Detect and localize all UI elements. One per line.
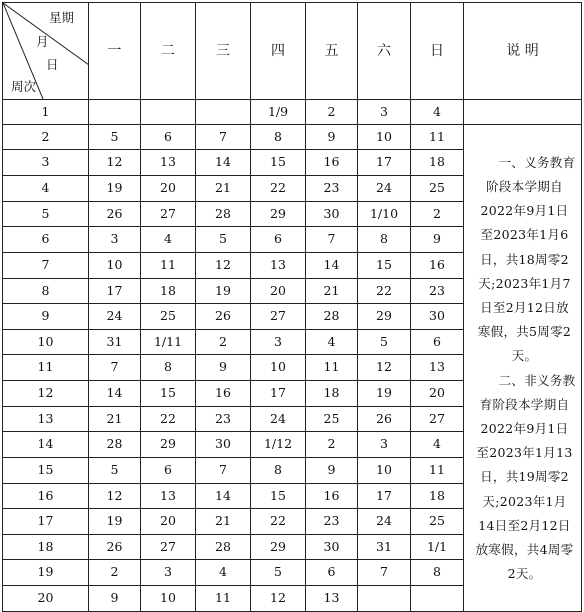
day-cell: 8 — [141, 355, 196, 381]
day-cell: 6 — [141, 457, 196, 483]
day-cell: 17 — [358, 150, 411, 176]
week-number-cell: 17 — [3, 509, 89, 535]
day-cell: 29 — [141, 432, 196, 458]
day-cell: 16 — [306, 150, 358, 176]
week-number-cell: 18 — [3, 534, 89, 560]
day-cell: 28 — [306, 304, 358, 330]
day-cell: 19 — [358, 381, 411, 407]
day-cell: 11 — [141, 252, 196, 278]
notes-line: 日，共18周零2 — [480, 251, 569, 267]
day-cell: 3 — [358, 432, 411, 458]
day-cell: 24 — [358, 176, 411, 202]
day-cell: 12 — [89, 483, 141, 509]
day-cell: 14 — [196, 483, 251, 509]
day-cell: 6 — [141, 124, 196, 150]
day-cell: 1/9 — [251, 100, 306, 125]
day-cell: 4 — [306, 329, 358, 355]
day-cell: 27 — [411, 406, 464, 432]
day-cell: 10 — [358, 457, 411, 483]
day-cell: 9 — [306, 124, 358, 150]
notes-line: 2022年9月1日 — [480, 421, 569, 437]
week-number-cell: 2 — [3, 124, 89, 150]
day-cell — [411, 586, 464, 612]
notes-line: 阶段本学期自 — [486, 179, 563, 194]
day-cell: 3 — [141, 560, 196, 586]
day-cell: 3 — [89, 227, 141, 253]
day-cell: 30 — [411, 304, 464, 330]
day-cell — [196, 100, 251, 125]
day-cell: 23 — [411, 278, 464, 304]
day-cell: 11 — [411, 457, 464, 483]
day-cell: 30 — [306, 201, 358, 227]
notes-line: 放寒假，共4周零 — [475, 542, 574, 558]
day-cell: 13 — [306, 586, 358, 612]
notes-line: 育阶段本学期自 — [479, 396, 570, 412]
day-cell: 9 — [411, 227, 464, 253]
day-cell: 17 — [251, 381, 306, 407]
day-cell: 26 — [196, 304, 251, 330]
day-cell: 5 — [196, 227, 251, 253]
day-cell: 26 — [358, 406, 411, 432]
day-cell: 13 — [141, 150, 196, 176]
day-cell: 20 — [141, 176, 196, 202]
day-cell: 10 — [358, 124, 411, 150]
day-cell: 12 — [89, 150, 141, 176]
day-cell: 30 — [196, 432, 251, 458]
day-cell: 26 — [89, 201, 141, 227]
day-cell: 3 — [358, 100, 411, 125]
notes-blank-cell — [464, 100, 582, 125]
day-cell: 23 — [196, 406, 251, 432]
day-cell: 26 — [89, 534, 141, 560]
table-row — [3, 100, 582, 125]
day-cell: 5 — [89, 124, 141, 150]
day-cell: 4 — [411, 100, 464, 125]
day-cell: 11 — [411, 124, 464, 150]
day-cell: 21 — [306, 278, 358, 304]
week-number-cell: 11 — [3, 355, 89, 381]
day-cell: 22 — [251, 509, 306, 535]
notes-header: 说 明 — [464, 3, 582, 100]
day-cell: 15 — [141, 381, 196, 407]
week-number-cell: 19 — [3, 560, 89, 586]
week-number-cell: 4 — [3, 176, 89, 202]
header-row — [3, 3, 582, 100]
day-cell: 25 — [306, 406, 358, 432]
week-number-cell: 6 — [3, 227, 89, 253]
day-cell — [358, 586, 411, 612]
day-cell: 28 — [196, 201, 251, 227]
day-cell: 5 — [89, 457, 141, 483]
day-cell: 11 — [196, 586, 251, 612]
day-cell: 1/1 — [411, 534, 464, 560]
day-cell: 21 — [196, 509, 251, 535]
day-cell: 31 — [89, 329, 141, 355]
week-number-cell: 9 — [3, 304, 89, 330]
day-cell: 7 — [306, 227, 358, 253]
notes-paragraph — [472, 151, 577, 369]
day-cell: 28 — [196, 534, 251, 560]
week-number-cell: 7 — [3, 252, 89, 278]
day-cell: 22 — [358, 278, 411, 304]
day-cell: 24 — [358, 509, 411, 535]
day-cell — [141, 100, 196, 125]
diagonal-header-cell — [3, 3, 89, 100]
day-cell: 10 — [251, 355, 306, 381]
day-cell: 2 — [196, 329, 251, 355]
day-cell: 11 — [306, 355, 358, 381]
header-label-zhouci: 周次 — [11, 79, 37, 94]
day-cell: 24 — [251, 406, 306, 432]
day-cell: 21 — [196, 176, 251, 202]
notes-line: 天;2023年1月 — [482, 493, 567, 509]
day-cell: 6 — [411, 329, 464, 355]
day-cell: 1/11 — [141, 329, 196, 355]
day-cell: 7 — [89, 355, 141, 381]
day-cell: 21 — [89, 406, 141, 432]
day-cell: 15 — [251, 483, 306, 509]
notes-line: 2022年9月1日 — [480, 203, 569, 219]
day-cell: 22 — [251, 176, 306, 202]
day-cell: 17 — [358, 483, 411, 509]
header-label-xingqi: 星期 — [49, 10, 75, 25]
day-cell: 5 — [251, 560, 306, 586]
day-cell: 8 — [411, 560, 464, 586]
weekday-header-fri: 五 — [306, 3, 358, 100]
header-label-yue: 月 — [36, 34, 49, 49]
week-number-cell: 10 — [3, 329, 89, 355]
table-row — [3, 124, 582, 150]
week-number-cell: 16 — [3, 483, 89, 509]
day-cell: 7 — [196, 124, 251, 150]
day-cell: 12 — [196, 252, 251, 278]
notes-line: 一、义务教育 — [498, 154, 576, 170]
day-cell: 16 — [411, 252, 464, 278]
day-cell: 30 — [306, 534, 358, 560]
week-number-cell: 13 — [3, 406, 89, 432]
day-cell: 16 — [306, 483, 358, 509]
day-cell: 27 — [141, 201, 196, 227]
day-cell: 13 — [141, 483, 196, 509]
day-cell: 27 — [251, 304, 306, 330]
day-cell: 29 — [251, 201, 306, 227]
week-number-cell: 14 — [3, 432, 89, 458]
day-cell: 25 — [411, 176, 464, 202]
day-cell: 18 — [411, 150, 464, 176]
notes-text — [464, 125, 581, 611]
weekday-header-tue: 二 — [141, 3, 196, 100]
day-cell: 4 — [411, 432, 464, 458]
notes-line: 2天。 — [507, 566, 542, 582]
notes-line: 二、非义务教 — [498, 372, 576, 388]
day-cell: 2 — [306, 432, 358, 458]
day-cell: 14 — [196, 150, 251, 176]
day-cell: 4 — [196, 560, 251, 586]
week-number-cell: 3 — [3, 150, 89, 176]
week-number-cell: 12 — [3, 381, 89, 407]
notes-line: 天。 — [511, 348, 538, 364]
day-cell: 29 — [358, 304, 411, 330]
day-cell: 2 — [306, 100, 358, 125]
day-cell: 8 — [251, 457, 306, 483]
day-cell: 2 — [89, 560, 141, 586]
day-cell: 1/10 — [358, 201, 411, 227]
day-cell: 1/12 — [251, 432, 306, 458]
day-cell: 5 — [358, 329, 411, 355]
day-cell: 31 — [358, 534, 411, 560]
notes-line: 日至2月12日放 — [480, 300, 569, 316]
weekday-header-sun: 日 — [411, 3, 464, 100]
weekday-header-mon: 一 — [89, 3, 141, 100]
day-cell: 25 — [141, 304, 196, 330]
day-cell: 9 — [196, 355, 251, 381]
day-cell: 10 — [89, 252, 141, 278]
week-number-cell: 8 — [3, 278, 89, 304]
day-cell: 13 — [411, 355, 464, 381]
day-cell: 3 — [251, 329, 306, 355]
weekday-header-thu: 四 — [251, 3, 306, 100]
notes-line: 至2023年1月6 — [480, 227, 569, 243]
day-cell: 4 — [141, 227, 196, 253]
day-cell: 9 — [306, 457, 358, 483]
day-cell: 16 — [196, 381, 251, 407]
week-number-cell: 15 — [3, 457, 89, 483]
day-cell: 15 — [358, 252, 411, 278]
day-cell — [89, 100, 141, 125]
day-cell: 23 — [306, 176, 358, 202]
day-cell: 20 — [411, 381, 464, 407]
week-number-cell: 5 — [3, 201, 89, 227]
day-cell: 6 — [251, 227, 306, 253]
day-cell: 19 — [196, 278, 251, 304]
day-cell: 24 — [89, 304, 141, 330]
weekday-header-wed: 三 — [196, 3, 251, 100]
day-cell: 19 — [89, 176, 141, 202]
day-cell: 22 — [141, 406, 196, 432]
day-cell: 2 — [411, 201, 464, 227]
day-cell: 8 — [358, 227, 411, 253]
notes-line: 14日至2月12日 — [478, 517, 571, 533]
day-cell: 9 — [89, 586, 141, 612]
day-cell: 7 — [196, 457, 251, 483]
day-cell: 10 — [141, 586, 196, 612]
week-number-cell: 1 — [3, 100, 89, 125]
notes-cell — [464, 124, 582, 611]
day-cell: 18 — [411, 483, 464, 509]
notes-paragraph — [472, 369, 577, 587]
day-cell: 18 — [306, 381, 358, 407]
notes-line: 寒假，共5周零2 — [477, 324, 572, 340]
day-cell: 23 — [306, 509, 358, 535]
day-cell: 17 — [89, 278, 141, 304]
day-cell: 19 — [89, 509, 141, 535]
day-cell: 28 — [89, 432, 141, 458]
day-cell: 20 — [141, 509, 196, 535]
day-cell: 25 — [411, 509, 464, 535]
day-cell: 29 — [251, 534, 306, 560]
day-cell: 27 — [141, 534, 196, 560]
day-cell: 8 — [251, 124, 306, 150]
calendar-body — [3, 100, 582, 612]
day-cell: 14 — [89, 381, 141, 407]
day-cell: 7 — [358, 560, 411, 586]
day-cell: 20 — [251, 278, 306, 304]
notes-line: 至2023年1月13 — [476, 445, 573, 461]
day-cell: 6 — [306, 560, 358, 586]
day-cell: 13 — [251, 252, 306, 278]
day-cell: 15 — [251, 150, 306, 176]
notes-line: 天;2023年1月7 — [478, 275, 571, 291]
header-label-ri: 日 — [46, 57, 59, 72]
weekday-header-sat: 六 — [358, 3, 411, 100]
notes-line: 日，共19周零2 — [480, 469, 569, 485]
day-cell: 12 — [251, 586, 306, 612]
day-cell: 12 — [358, 355, 411, 381]
school-calendar-table — [2, 2, 582, 612]
day-cell: 14 — [306, 252, 358, 278]
week-number-cell: 20 — [3, 586, 89, 612]
day-cell: 18 — [141, 278, 196, 304]
